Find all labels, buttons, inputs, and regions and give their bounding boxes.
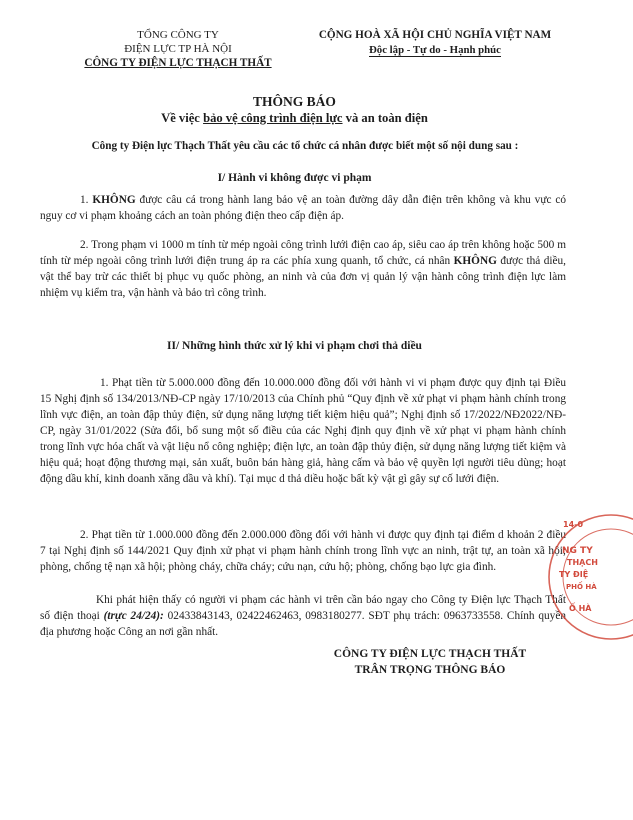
- signature-regards: TRÂN TRỌNG THÔNG BÁO: [354, 664, 506, 676]
- notice-subtitle: Về việc bảo vệ công trình điện lực và an toàn điện: [161, 111, 428, 125]
- stamp-text: THẠCH: [567, 558, 598, 567]
- section-1-paragraph-1: 1. KHÔNG được câu cá trong hành lang bảo vệ an toàn đường dây dẫn điện trên không và khu vực có nguy cơ vi phạm khoảng cách an toàn phóng điện theo cấp điện áp.: [40, 194, 567, 222]
- stamp-text: 14-0: [563, 520, 584, 529]
- stamp-text: PHỐ HÀ: [566, 583, 597, 591]
- parent-company: TỔNG CÔNG TY: [137, 29, 219, 41]
- section-2-paragraph-2: 2. Phạt tiền từ 1.000.000 đồng đến 2.000.000 đồng đối với hành vi được quy định tại điểm d khoản 2 điều 7 tại Nghị định số 144/2021 Quy định xử phạt vi phạm hành chính trong lĩnh vực an ninh, trật tự, an toàn xã hội; phòng, chống tệ nạn xã hội; phòng cháy, chữa cháy; cứu nạn, cứu hộ; phòng, chống bạo lực gia đình.: [40, 529, 566, 573]
- stamp-text: Ố HÀ: [569, 604, 592, 613]
- signature-company: CÔNG TY ĐIỆN LỰC THẠCH THẤT: [333, 648, 527, 660]
- stamp-text: TY ĐIỆ: [559, 570, 589, 579]
- header-right: [300, 28, 570, 58]
- section-2-heading: II/ Những hình thức xử lý khi vi phạm chơi thả diều: [167, 340, 422, 352]
- national-motto: Độc lập - Tự do - Hạnh phúc: [369, 44, 501, 56]
- section-1-heading: I/ Hành vi không được vi phạm: [217, 172, 372, 184]
- header-left: [58, 28, 298, 70]
- intro-text: Công ty Điện lực Thạch Thất yêu cầu các tổ chức cá nhân được biết một số nội dung sau :: [91, 140, 519, 152]
- section-2-paragraph-1: 1. Phạt tiền từ 5.000.000 đồng đến 10.000.000 đồng đối với hành vi vi phạm được quy định tại Điều 15 Nghị định số 134/2013/NĐ-CP ngày 17/10/2013 của Chính phủ “Quy định về xử phạt vi phạm hành chính trong lĩnh vực điện, an toàn đập thủy điện, sử dụng năng lượng tiết kiệm hiệu quả”; Nghị định số 17/2022/NĐ2022/NĐ-CP, ngày 31/01/2022 (Sửa đổi, bổ sung một số điều của các Nghị định quy định về xử phạt vi phạm hành chính trong lĩnh vực hóa chất và vật liệu nổ công nghiệp; điện lực, an toàn đập thủy điện, sử dụng năng lượng tiết kiệm và hiệu quả; hoạt động thương mại, sản xuất, buôn bán hàng giả, hàng cấm và bảo vệ quyền lợi người tiêu dùng; hoạt động dầu khí, kinh doanh xăng dầu và khí). Tại mục d thả diều hoặc bất kỳ vật gì gây sự cố lưới điện.: [40, 377, 566, 485]
- section-1-paragraph-2: 2. Trong phạm vi 1000 m tính từ mép ngoài công trình lưới điện cao áp, siêu cao áp trên không hoặc 500 m tính từ mép ngoài công trình lưới điện trung áp ra các phía xung quanh, tổ chức, cá nhân KHÔNG được thả diều, vật thể bay trừ các thiết bị phục vụ quốc phòng, an ninh và của đơn vị quản lý vận hành công trình điện lực làm nhiệm vụ kiểm tra, vận hành và bảo trì công trình.: [40, 239, 566, 299]
- national-title: CỘNG HOÀ XÃ HỘI CHỦ NGHĨA VIỆT NAM: [318, 29, 552, 41]
- company-seal-stamp: [553, 505, 633, 655]
- parent-company-name: ĐIỆN LỰC TP HÀ NỘI: [124, 43, 232, 55]
- notice-title: THÔNG BÁO: [253, 94, 336, 109]
- section-2-paragraph-3: Khi phát hiện thấy có người vi phạm các hành vi trên cần báo ngay cho Công ty Điện lực Thạch Thất số điện thoại (trực 24/24): 02433843143, 02422462463, 0983180277. SĐT phụ trách: 0963733558. Chính quyền địa phương hoặc Công an nơi gần nhất.: [40, 594, 566, 638]
- stamp-text: NG TY: [562, 546, 593, 556]
- company-name: CÔNG TY ĐIỆN LỰC THẠCH THẤT: [84, 57, 272, 69]
